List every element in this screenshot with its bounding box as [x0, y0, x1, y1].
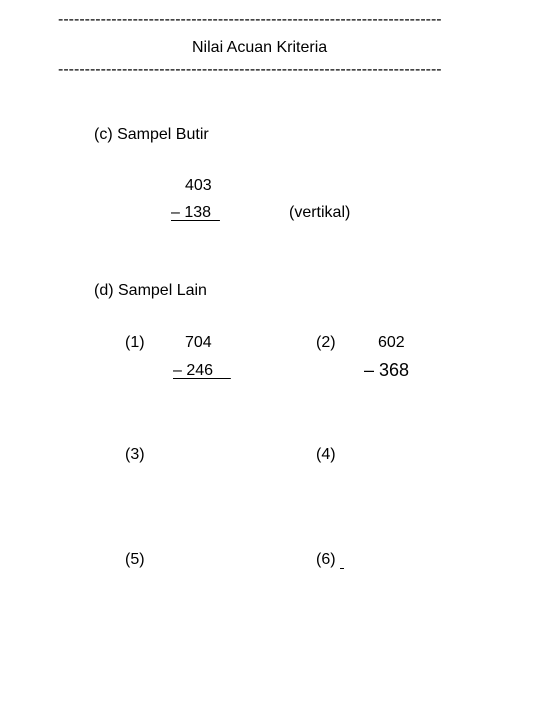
- item-6-label: (6): [316, 551, 336, 568]
- section-d-heading: (d) Sampel Lain: [94, 282, 207, 299]
- section-c-note: (vertikal): [289, 204, 351, 221]
- item-1-top-number: 704: [185, 334, 212, 351]
- header-rule-bottom: ------------------------------------------------------------------------: [58, 62, 442, 78]
- item-3-label: (3): [125, 446, 145, 463]
- item-6-underline-mark: [340, 568, 344, 569]
- section-c-heading: (c) Sampel Butir: [94, 126, 209, 143]
- item-5-label: (5): [125, 551, 145, 568]
- item-2-bottom-number: – 368: [364, 360, 410, 380]
- section-c-bottom-number: – 138: [171, 204, 220, 221]
- item-1-label: (1): [125, 334, 145, 351]
- section-c-top-number: 403: [185, 177, 212, 194]
- page-title: Nilai Acuan Kriteria: [192, 39, 328, 56]
- item-2-label: (2): [316, 334, 336, 351]
- item-1-bottom-number: – 246: [173, 362, 231, 379]
- item-2-top-number: 602: [378, 334, 405, 351]
- item-4-label: (4): [316, 446, 336, 463]
- header-rule-top: ------------------------------------------------------------------------: [58, 12, 442, 28]
